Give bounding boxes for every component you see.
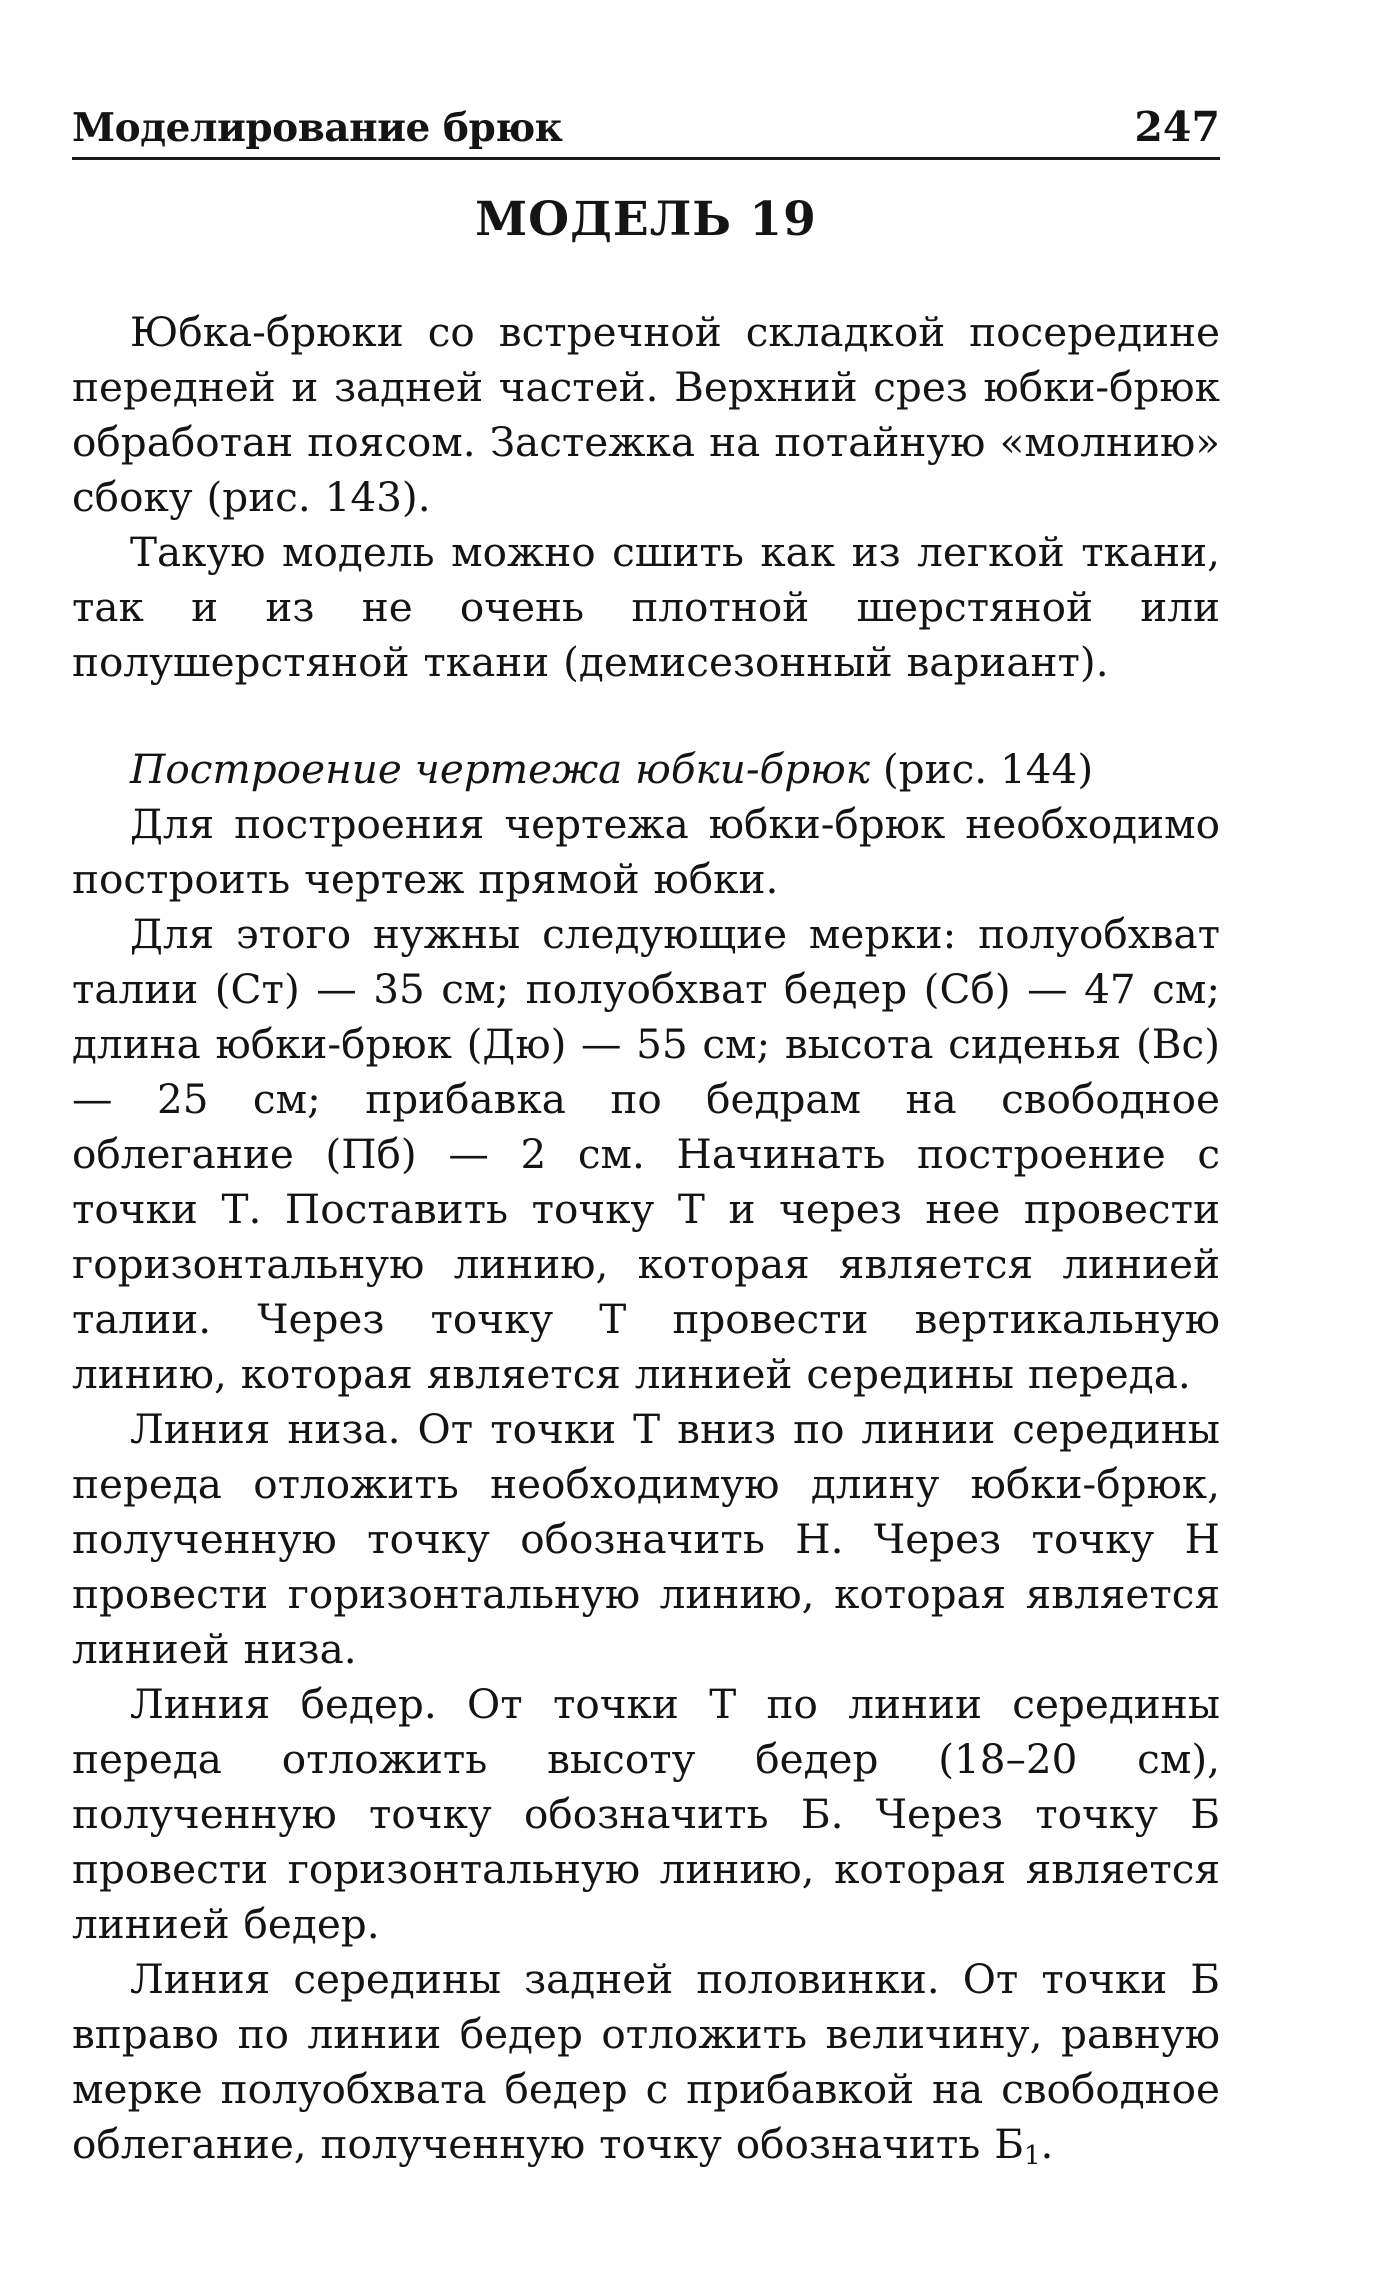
construction-paragraph-4: Линия бедер. От точки Т по линии середины переда отложить высоту бедер (18–20 см), полученную точку обозначить Б. Через точку Б провести горизонтальную линию, которая является линией бедер. (72, 1680, 1220, 1948)
section-gap (72, 690, 1220, 742)
running-head (72, 103, 1220, 160)
intro-paragraph-1: Юбка-брюки со встречной складкой посередине передней и задней частей. Верхний срез юбки-брюк обработан поясом. Застежка на потайную «молнию» сбоку (рис. 143). (72, 308, 1220, 521)
intro-paragraph-2: Такую модель можно сшить как из легкой ткани, так и из не очень плотной шерстяной или полушерстяной ткани (демисезонный вариант). (72, 528, 1220, 686)
page-number: 247 (1134, 103, 1220, 151)
construction-paragraph-3: Линия низа. От точки Т вниз по линии середины переда отложить необходимую длину юбки-брюк, полученную точку обозначить Н. Через точку Н провести горизонтальную линию, которая является линией низа. (72, 1405, 1220, 1673)
subscript-index: 1 (1023, 2141, 1041, 2171)
construction-heading-title: Построение чертежа юбки-брюк (130, 745, 870, 793)
running-title: Моделирование брюк (72, 105, 563, 151)
construction-paragraph-5-end: . (1040, 2120, 1054, 2168)
construction-paragraph-5-text: Линия середины задней половинки. От точки Б вправо по линии бедер отложить величину, равную мерке полуобхвата бедер с прибавкой на свободное облегание, полученную точку обозначить Б (72, 1955, 1220, 2168)
construction-paragraph-5 (72, 1952, 1220, 2172)
model-title: МОДЕЛЬ 19 (475, 192, 817, 247)
construction-heading-figure-ref: (рис. 144) (882, 745, 1094, 793)
construction-heading (72, 742, 1220, 797)
construction-paragraph-1: Для построения чертежа юбки-брюк необходимо построить чертеж прямой юбки. (72, 800, 1220, 903)
book-page (72, 0, 1220, 2277)
construction-paragraph-2: Для этого нужны следующие мерки: полуобхват талии (Ст) — 35 см; полуобхват бедер (Сб) — 47 см; длина юбки-брюк (Дю) — 55 см; высота сиденья (Вс) — 25 см; прибавка по бедрам на свободное облегание (Пб) — 2 см. Начинать построение с точки Т. Поставить точку Т и через нее провести горизонтальную линию, которая является линией талии. Через точку Т провести вертикальную линию, которая является линией середины переда. (72, 910, 1220, 1398)
body-text (72, 305, 1220, 2172)
